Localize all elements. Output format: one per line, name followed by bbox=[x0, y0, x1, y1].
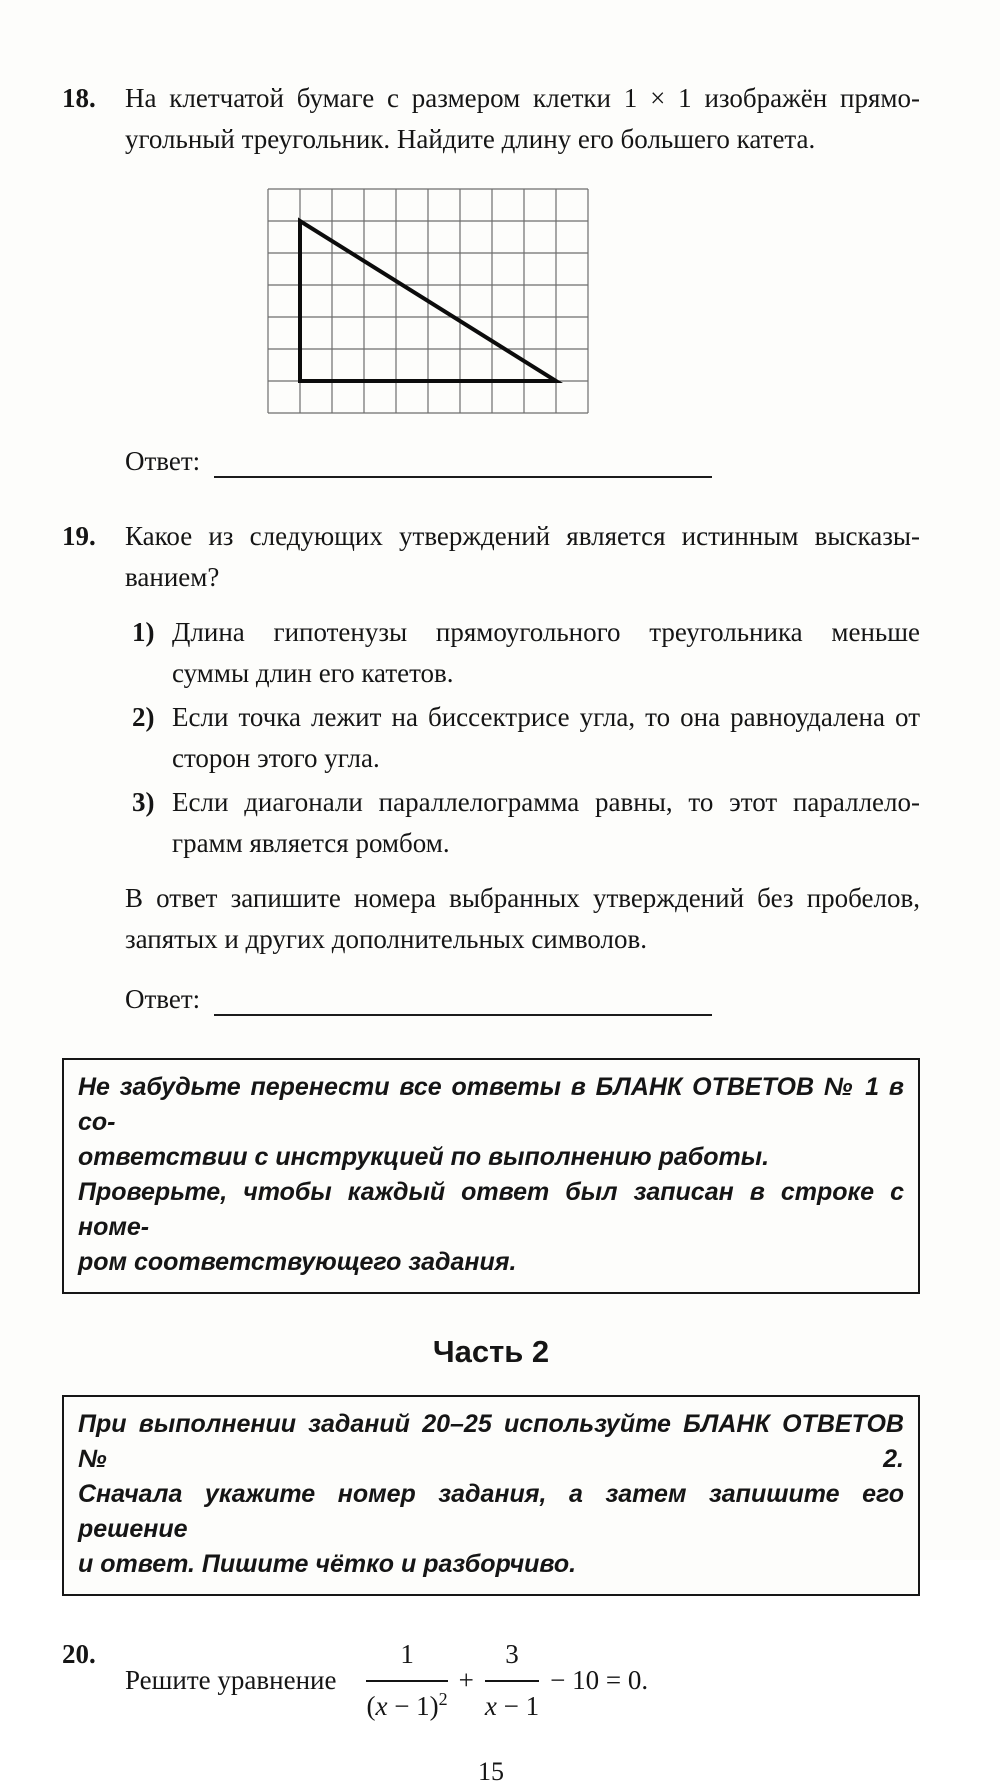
text-line: При выполнении заданий 20–25 используйте БЛАНК ОТВЕТОВ № 2. bbox=[78, 1410, 904, 1473]
fraction-2-numerator: 3 bbox=[485, 1634, 539, 1682]
statement-list bbox=[125, 612, 920, 864]
text-line: ванием? bbox=[125, 562, 220, 592]
text-line: Какое из следующих утверждений является истинным высказы- bbox=[125, 521, 920, 551]
text-line: Длина гипотенузы прямоугольного треугольника меньше bbox=[172, 617, 920, 647]
problem-18 bbox=[62, 78, 920, 160]
text-line: запятых и других дополнительных символов. bbox=[125, 924, 648, 954]
statement-1-text bbox=[172, 612, 920, 694]
text-line: грамм является ромбом. bbox=[172, 828, 450, 858]
statement-2-number: 2) bbox=[132, 702, 155, 732]
problem-20 bbox=[62, 1634, 920, 1727]
notice-1-paragraph-2 bbox=[78, 1175, 904, 1280]
fraction-1 bbox=[366, 1634, 447, 1727]
statement-item-1 bbox=[125, 612, 920, 694]
problem-18-number: 18. bbox=[62, 83, 96, 113]
den-rest: − 1 bbox=[496, 1691, 540, 1721]
text-line: Сначала укажите номер задания, а затем запишите его решение bbox=[78, 1480, 904, 1543]
statement-2-text bbox=[172, 697, 920, 779]
fraction-2 bbox=[485, 1634, 539, 1727]
statement-3-number: 3) bbox=[132, 787, 155, 817]
text-line: Проверьте, чтобы каждый ответ был записан в строке с номе- bbox=[78, 1178, 904, 1241]
answer-row-19 bbox=[125, 982, 920, 1016]
text-line: сторон этого угла. bbox=[172, 743, 380, 773]
notice-box-answers-1 bbox=[62, 1058, 920, 1294]
answer-blank-line-19 bbox=[214, 985, 712, 1016]
equation-tail: − 10 = 0. bbox=[550, 1665, 649, 1695]
problem-19 bbox=[62, 516, 920, 1016]
text-line: и ответ. Пишите чётко и разборчиво. bbox=[78, 1550, 577, 1578]
grid-figure-svg bbox=[267, 188, 589, 414]
text-line: На клетчатой бумаге с размером клетки 1 × 1 изображён прямо- bbox=[125, 83, 920, 113]
text-line: суммы длин его катетов. bbox=[172, 658, 454, 688]
problem-19-number: 19. bbox=[62, 521, 96, 551]
statement-item-3 bbox=[125, 782, 920, 864]
problem-19-body bbox=[125, 516, 920, 1016]
problem-20-row bbox=[125, 1634, 920, 1727]
notice-1-paragraph-1 bbox=[78, 1070, 904, 1175]
problem-20-text: Решите уравнение bbox=[125, 1665, 337, 1695]
fraction-1-denominator bbox=[366, 1682, 447, 1727]
text-line: угольный треугольник. Найдите длину его большего катета. bbox=[125, 124, 816, 154]
text-line: Если точка лежит на биссектрисе угла, то она равноудалена от bbox=[172, 702, 920, 732]
answer-blank-line-18 bbox=[214, 447, 712, 478]
problem-19-note bbox=[125, 878, 920, 960]
page-number: 15 bbox=[478, 1757, 504, 1786]
fraction-2-denominator bbox=[485, 1682, 539, 1727]
part-2-heading: Часть 2 bbox=[432, 1334, 550, 1369]
grid-figure bbox=[267, 188, 920, 414]
plus-operator: + bbox=[458, 1665, 474, 1695]
problem-18-text bbox=[125, 78, 920, 160]
answer-label-19: Ответ: bbox=[125, 984, 201, 1014]
variable-x: x bbox=[375, 1691, 388, 1721]
answer-label-18: Ответ: bbox=[125, 446, 201, 476]
equation bbox=[362, 1634, 648, 1727]
text-line: Если диагонали параллелограмма равны, то этот параллело- bbox=[172, 787, 920, 817]
problem-20-body bbox=[125, 1634, 920, 1727]
paren-open: ( bbox=[366, 1691, 376, 1721]
text-line: ром соответствующего задания. bbox=[78, 1248, 517, 1276]
problem-20-number: 20. bbox=[62, 1639, 96, 1669]
answer-row-18 bbox=[125, 444, 920, 478]
text-line: В ответ запишите номера выбранных утверждений без пробелов, bbox=[125, 883, 920, 913]
notice-box-answers-2 bbox=[62, 1395, 920, 1596]
fraction-1-numerator: 1 bbox=[366, 1634, 447, 1682]
problem-19-text bbox=[125, 516, 920, 598]
statement-3-text bbox=[172, 782, 920, 864]
exponent-2: 2 bbox=[438, 1689, 448, 1709]
text-line: ответствии с инструкцией по выполнению работы. bbox=[78, 1143, 770, 1171]
statement-item-2 bbox=[125, 697, 920, 779]
variable-x: x bbox=[484, 1691, 497, 1721]
statement-1-number: 1) bbox=[132, 617, 155, 647]
text-line: Не забудьте перенести все ответы в БЛАНК ОТВЕТОВ № 1 в со- bbox=[78, 1073, 904, 1136]
den-rest: − 1) bbox=[387, 1691, 439, 1721]
notice-2-paragraph bbox=[78, 1407, 904, 1582]
